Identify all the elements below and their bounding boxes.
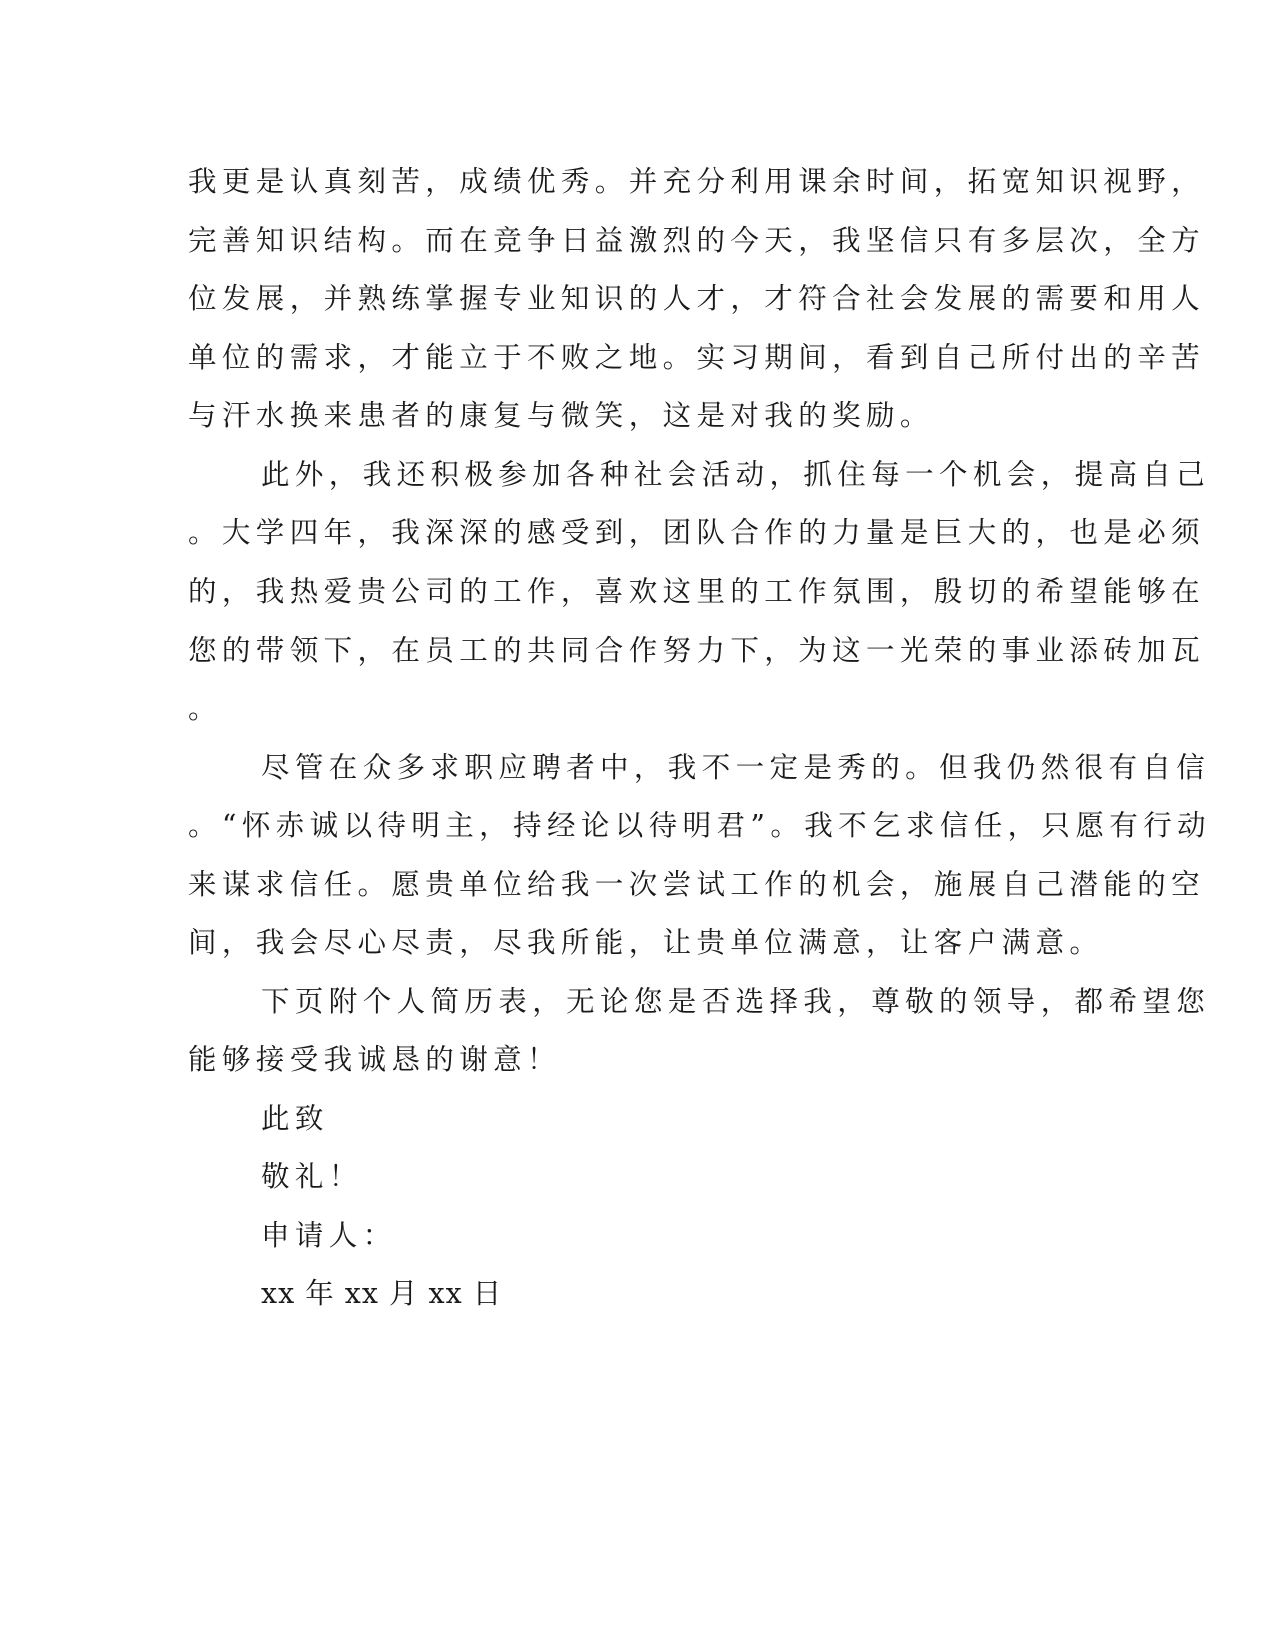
body-text-line: 位发展，并熟练掌握专业知识的人才，才符合社会发展的需要和用人 (188, 282, 1206, 315)
body-text-line: 下页附个人简历表，无论您是否选择我，尊敬的领导，都希望您 (261, 985, 1211, 1018)
closing-respect: 敬礼！ (261, 1160, 363, 1193)
body-text-line: 。“怀赤诚以待明主，持经论以待明君”。我不乞求信任，只愿有行动 (188, 809, 1212, 842)
body-text-line: 单位的需求，才能立于不败之地。实习期间，看到自己所付出的辛苦 (188, 341, 1206, 374)
closing-salutation: 此致 (261, 1102, 329, 1135)
body-text-line: 。 (188, 692, 222, 725)
body-text-line: 此外，我还积极参加各种社会活动，抓住每一个机会，提高自己 (261, 458, 1211, 491)
body-text-line: 。大学四年，我深深的感受到，团队合作的力量是巨大的，也是必须 (188, 516, 1206, 549)
body-text-line: 间，我会尽心尽责，尽我所能，让贵单位满意，让客户满意。 (188, 926, 1104, 959)
body-text-line: 的，我热爱贵公司的工作，喜欢这里的工作氛围，殷切的希望能够在 (188, 575, 1206, 608)
body-text-line: 能够接受我诚恳的谢意！ (188, 1043, 561, 1076)
body-text-line: 完善知识结构。而在竞争日益激烈的今天，我坚信只有多层次，全方 (188, 224, 1206, 257)
body-text-line: 您的带领下，在员工的共同合作努力下，为这一光荣的事业添砖加瓦 (188, 634, 1206, 667)
body-text-line: 尽管在众多求职应聘者中，我不一定是秀的。但我仍然很有自信 (261, 751, 1211, 784)
body-text-line: 来谋求信任。愿贵单位给我一次尝试工作的机会，施展自己潜能的空 (188, 868, 1206, 901)
body-text-line: 与汗水换来患者的康复与微笑，这是对我的奖励。 (188, 399, 934, 432)
body-text-line: 我更是认真刻苦，成绩优秀。并充分利用课余时间，拓宽知识视野， (188, 165, 1206, 198)
signature-date: xx 年 xx 月 xx 日 (261, 1277, 503, 1310)
applicant-label: 申请人： (261, 1219, 397, 1252)
